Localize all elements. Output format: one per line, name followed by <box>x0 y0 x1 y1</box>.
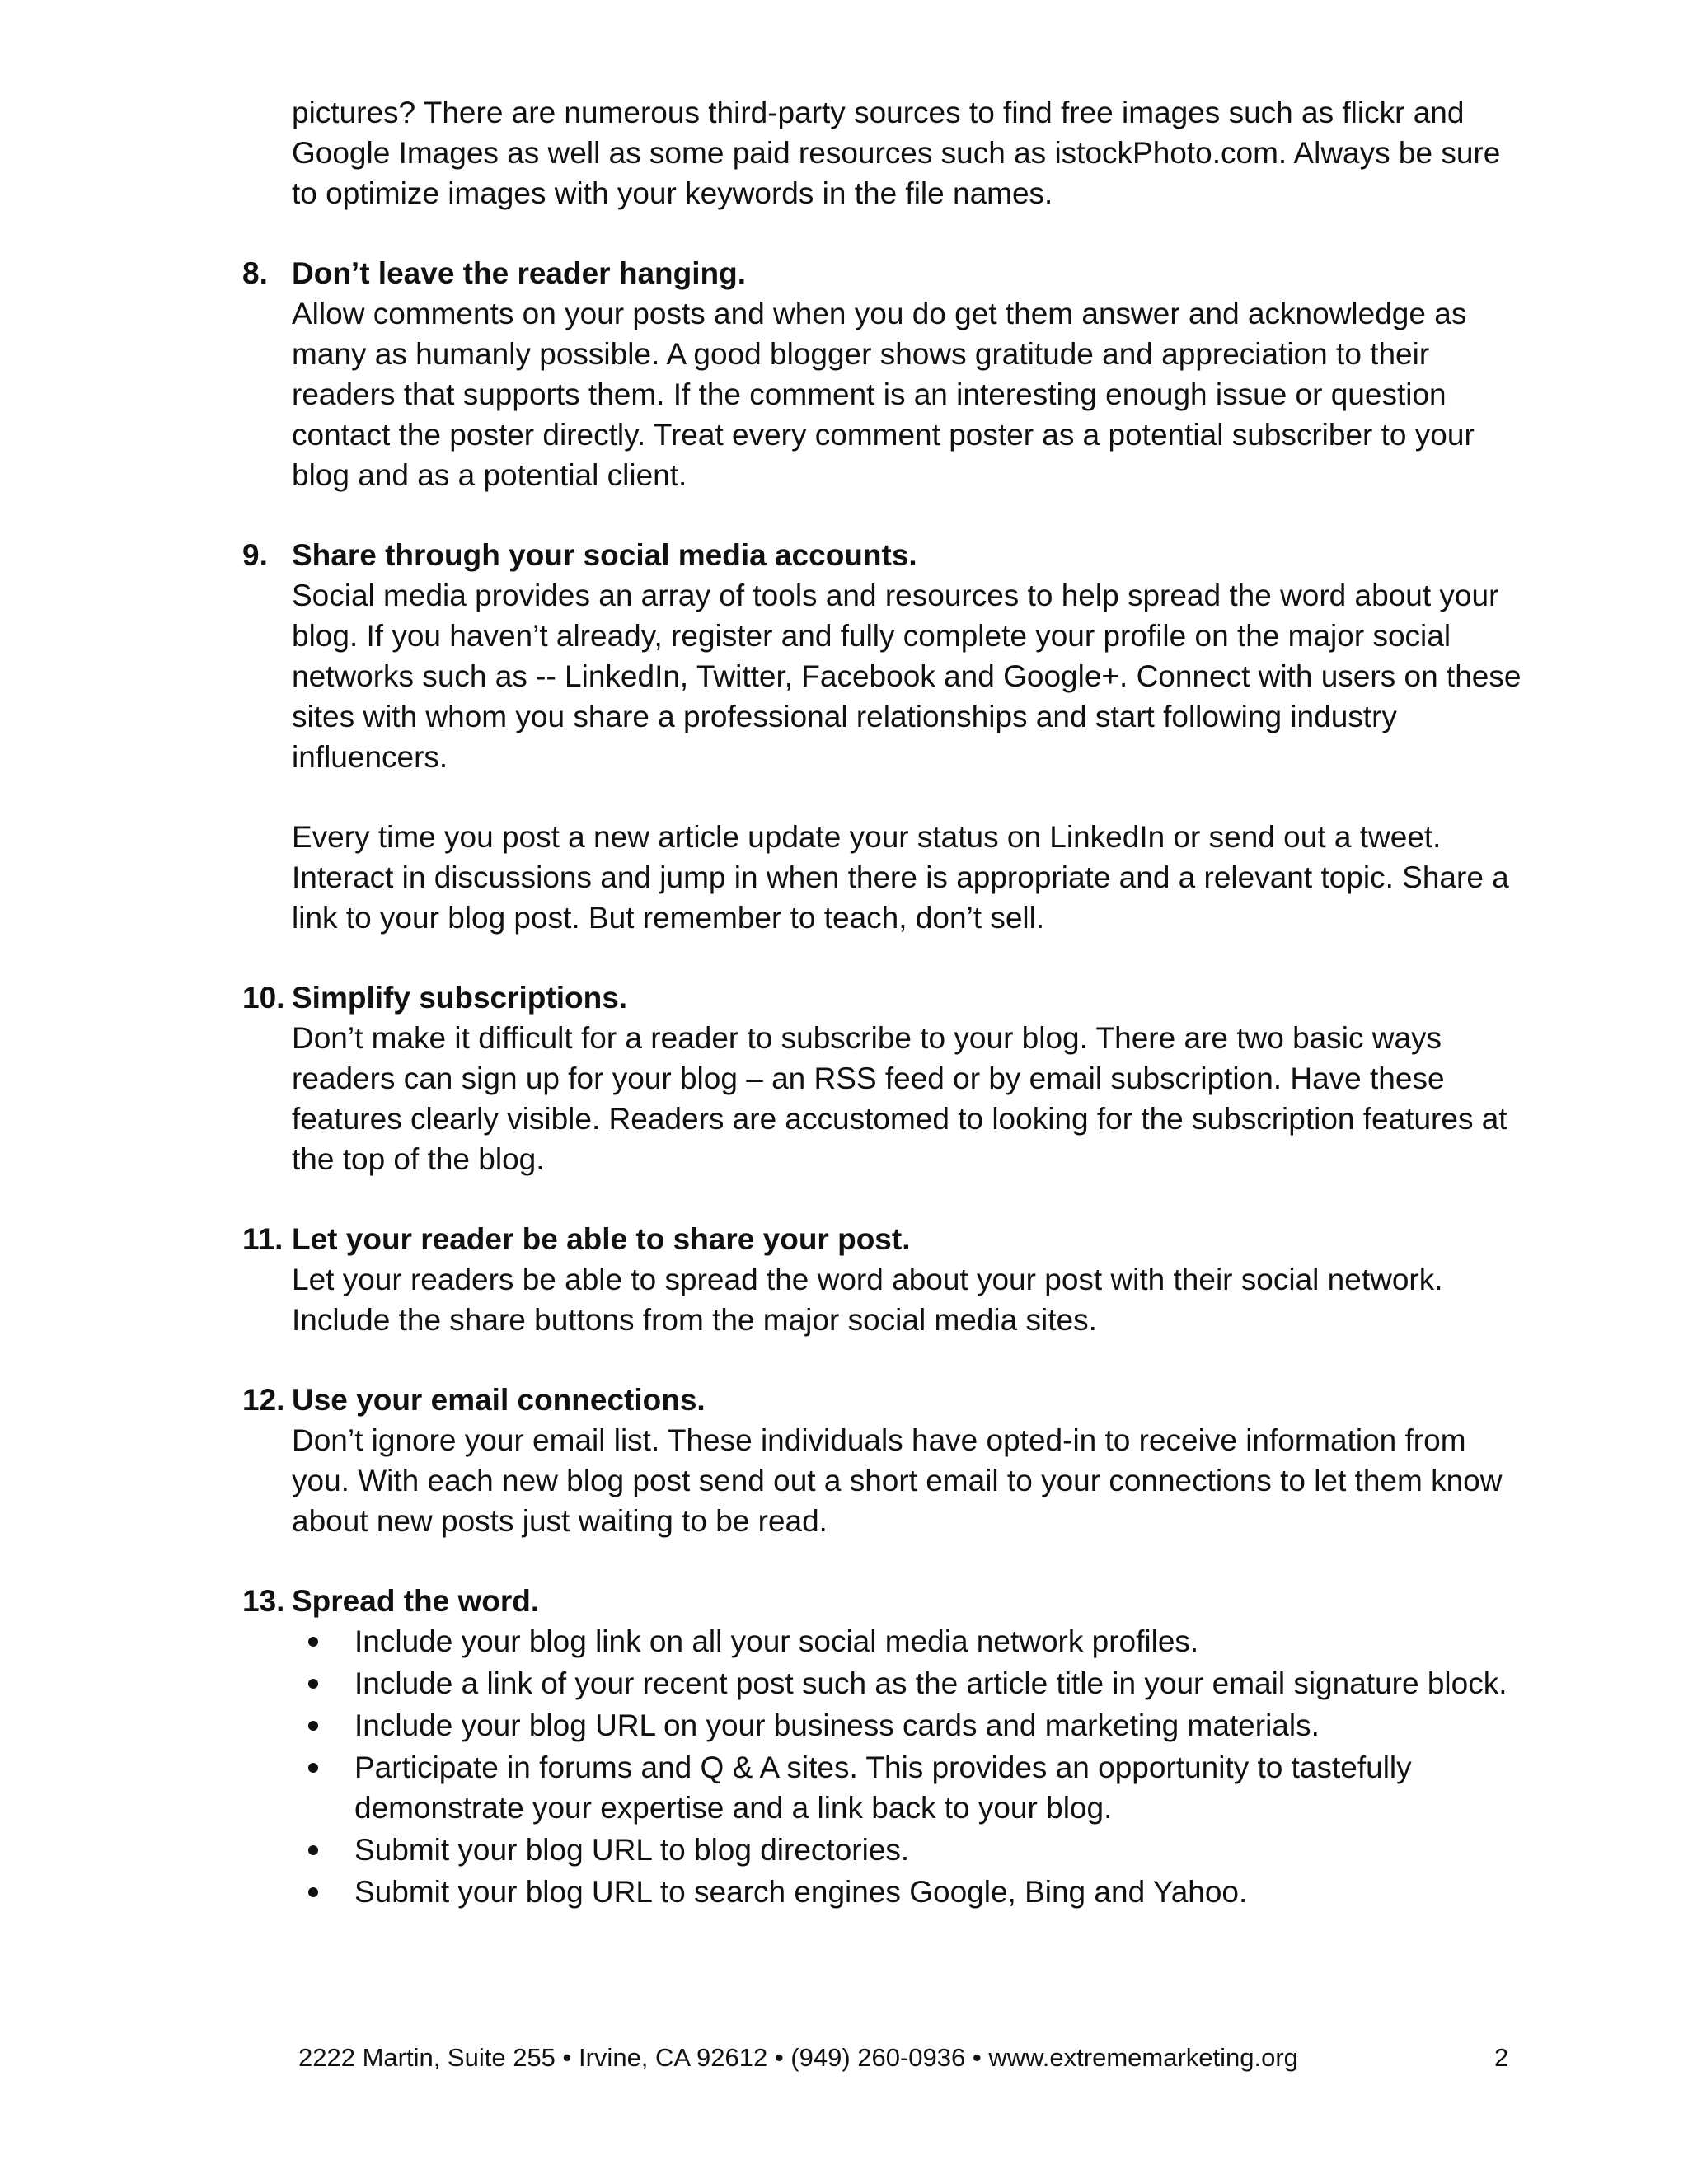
item-paragraph: Don’t make it difficult for a reader to subscribe to your blog. There are two basic ways readers can sign up for your blog – an RSS feed or by email subscription. Have these features clearly visible. Readers are accustomed to looking for the subscription features at the top of the blog. <box>292 1021 1507 1176</box>
item-number: 10. <box>242 981 285 1015</box>
list-item-12 <box>242 1380 1528 1541</box>
item-heading: Share through your social media accounts. <box>292 538 917 572</box>
bullet-text: Participate in forums and Q & A sites. This provides an opportunity to tastefully demonstrate your expertise and a link back to your blog. <box>354 1750 1412 1825</box>
item-heading: Simplify subscriptions. <box>292 981 628 1015</box>
list-item-9 <box>242 535 1528 938</box>
document-body <box>242 92 1528 1914</box>
footer-address: 2222 Martin, Suite 255 • Irvine, CA 92612 • (949) 260-0936 • www.extrememarketing.org <box>298 2043 1298 2072</box>
bullet-text: Include your blog link on all your social media network profiles. <box>354 1624 1199 1658</box>
list-item-13 <box>242 1581 1528 1912</box>
list-item-8 <box>242 253 1528 495</box>
item-number: 12. <box>242 1383 285 1417</box>
list-item-11 <box>242 1219 1528 1340</box>
intro-paragraph: pictures? There are numerous third-party sources to find free images such as flickr and Google Images as well as some paid resources such as istockPhoto.com. Always be sure to optimize images with your keywords in the file names. <box>292 96 1501 210</box>
bullet-icon <box>292 1621 354 1661</box>
item-paragraph: Allow comments on your posts and when you do get them answer and acknowledge as many as humanly possible. A good blogger shows gratitude and appreciation to their readers that supports them. If the comment is an interesting enough issue or question contact the poster directly. Treat every comment poster as a potential subscriber to your blog and as a potential client. <box>292 297 1475 492</box>
bullet-item <box>292 1663 1528 1704</box>
item-heading: Let your reader be able to share your post. <box>292 1222 911 1256</box>
bullet-text: Submit your blog URL to search engines Google, Bing and Yahoo. <box>354 1875 1248 1909</box>
list-item-10 <box>242 977 1528 1179</box>
item-heading: Don’t leave the reader hanging. <box>292 256 747 290</box>
bullet-icon <box>292 1663 354 1704</box>
item-paragraph: Social media provides an array of tools and resources to help spread the word about your blog. If you haven’t already, register and fully complete your profile on the major social networks such as -- LinkedIn, Twitter, Facebook and Google+. Connect with users on these sites with whom you share a professional relationships and start following industry influencers. <box>292 579 1522 774</box>
bullet-item <box>292 1747 1528 1828</box>
item-paragraph: Don’t ignore your email list. These individuals have opted-in to receive information from you. With each new blog post send out a short email to your connections to let them know about new posts just waiting to be read. <box>292 1423 1503 1538</box>
item-number: 8. <box>242 256 268 290</box>
bullet-text: Include your blog URL on your business cards and marketing materials. <box>354 1708 1320 1742</box>
bullet-item <box>292 1621 1528 1661</box>
page-number: 2 <box>1494 2043 1509 2072</box>
item-number: 11. <box>242 1222 284 1256</box>
bullet-icon <box>292 1705 354 1746</box>
bullet-text: Include a link of your recent post such as the article title in your email signature block. <box>354 1666 1507 1700</box>
item-heading: Use your email connections. <box>292 1383 706 1417</box>
item-heading: Spread the word. <box>292 1584 540 1618</box>
bullet-icon <box>292 1830 354 1870</box>
item-number: 13. <box>242 1584 285 1618</box>
item-paragraph: Let your readers be able to spread the word about your post with their social network. Include the share buttons from the major social media sites. <box>292 1263 1443 1337</box>
bullet-icon <box>292 1747 354 1828</box>
bullet-list <box>292 1621 1528 1912</box>
item-number: 9. <box>242 538 268 572</box>
item-paragraph: Every time you post a new article update your status on LinkedIn or send out a tweet. Interact in discussions and jump in when there is appropriate and a relevant topic. Share a link to your blog post. But remember to teach, don’t sell. <box>292 820 1509 935</box>
bullet-icon <box>292 1872 354 1912</box>
bullet-item <box>292 1872 1528 1912</box>
bullet-text: Submit your blog URL to blog directories. <box>354 1833 910 1867</box>
bullet-item <box>292 1705 1528 1746</box>
bullet-item <box>292 1830 1528 1870</box>
